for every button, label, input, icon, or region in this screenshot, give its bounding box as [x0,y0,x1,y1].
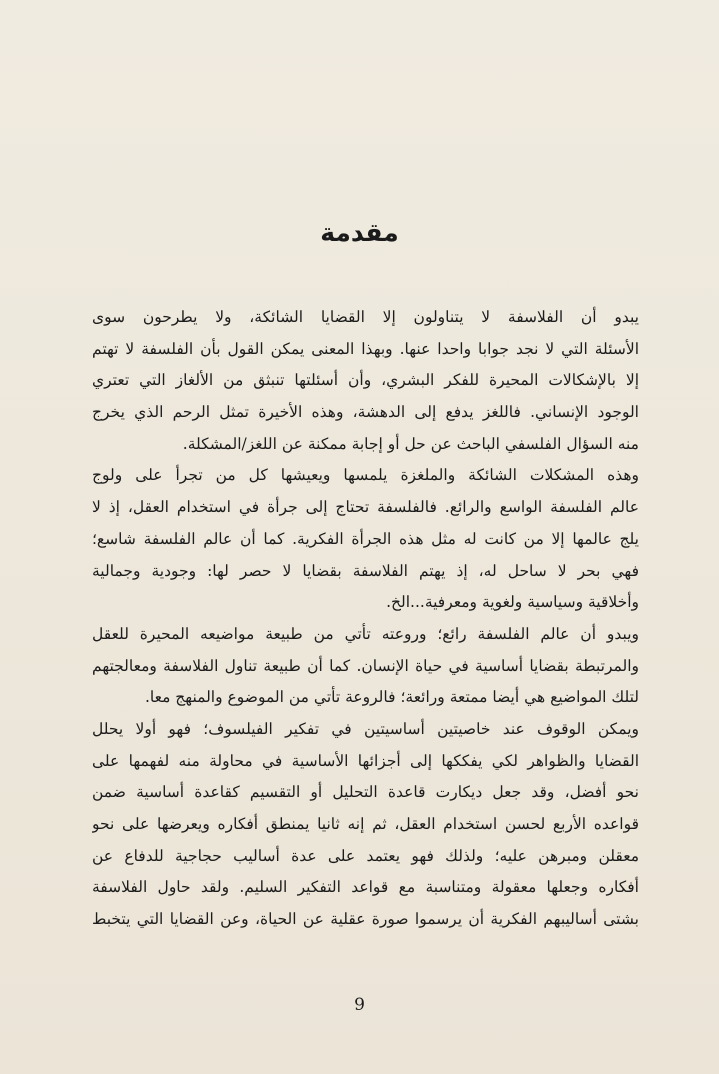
text-line: نحو أفضل، وقد جعل ديكارت قاعدة التحليل أو التقسيم كقاعدة أساسية ضمن [92,783,639,802]
text-line: والمرتبطة بقضايا أساسية في حياة الإنسان. كما أن طبيعة تناول الفلاسفة ومعالجتهم [92,656,639,675]
text-line: عالم الفلسفة الواسع والرائع. فالفلسفة تحتاج إلى جرأة في استخدام العقل، إذ لا [92,498,639,517]
text-line: بشتى أساليبهم الفكرية أن يرسموا صورة عقلية عن الحياة، وعن القضايا التي يتخبط [92,910,639,929]
text-line: وهذه المشكلات الشائكة والملغزة يلمسها ويعيشها كل من تجرأ على ولوج [92,466,639,485]
text-line: أفكاره وجعلها معقولة ومتناسبة مع قواعد التفكير السليم. ولقد حاول الفلاسفة [92,878,639,897]
text-line: وأخلاقية وسياسية ولغوية ومعرفية...الخ. [386,593,639,612]
text-line: الوجود الإنساني. فاللغز يدفع إلى الدهشة، وهذه الأخيرة تمثل الرحم الذي يخرج [92,403,639,422]
text-line: إلا بالإشكالات المحيرة للفكر البشري، وأن أسئلتها تنبثق من الألغاز التي تعتري [92,371,639,390]
chapter-title: مقدمة [320,218,399,247]
page-number: 9 [354,995,365,1015]
text-line: يلج عالمها إلا من كانت له مثل هذه الجرأة الفكرية. كما أن عالم الفلسفة شاسع؛ [92,529,639,548]
text-line: معقلن ومبرهن عليه؛ ولذلك فهو يعتمد على عدة أساليب حجاجية للدفاع عن [92,846,639,865]
text-line: القضايا والظواهر لكي يفككها إلى أجزائها الأساسية في محاولة منه لفهمها على [92,751,639,770]
text-line: لتلك المواضيع هي أيضا ممتعة ورائعة؛ فالروعة تأتي من الموضوع والمنهج معا. [144,688,639,707]
text-line: ويمكن الوقوف عند خاصيتين أساسيتين في تفكير الفيلسوف؛ فهو أولا يحلل [92,719,639,738]
text-line: يبدو أن الفلاسفة لا يتناولون إلا القضايا الشائكة، ولا يطرحون سوى [92,308,639,326]
text-line: قواعده الأربع لحسن استخدام العقل، ثم إنه ثانيا يمنطق أفكاره ويعرضها على نحو [92,815,639,833]
text-line: ويبدو أن عالم الفلسفة رائع؛ وروعته تأتي من طبيعة مواضيعه المحيرة للعقل [92,624,639,643]
text-line: منه السؤال الفلسفي الباحث عن حل أو إجابة ممكنة عن اللغز/المشكلة. [182,434,639,453]
text-line: فهي بحر لا ساحل له، إذ يهتم الفلاسفة بقضايا لا حصر لها: وجودية وجمالية [92,561,639,580]
text-line: الأسئلة التي لا نجد جوابا واحدا عنها. وبهذا المعنى يمكن القول بأن الفلسفة لا تهتم [92,339,639,358]
body-text [92,302,639,936]
